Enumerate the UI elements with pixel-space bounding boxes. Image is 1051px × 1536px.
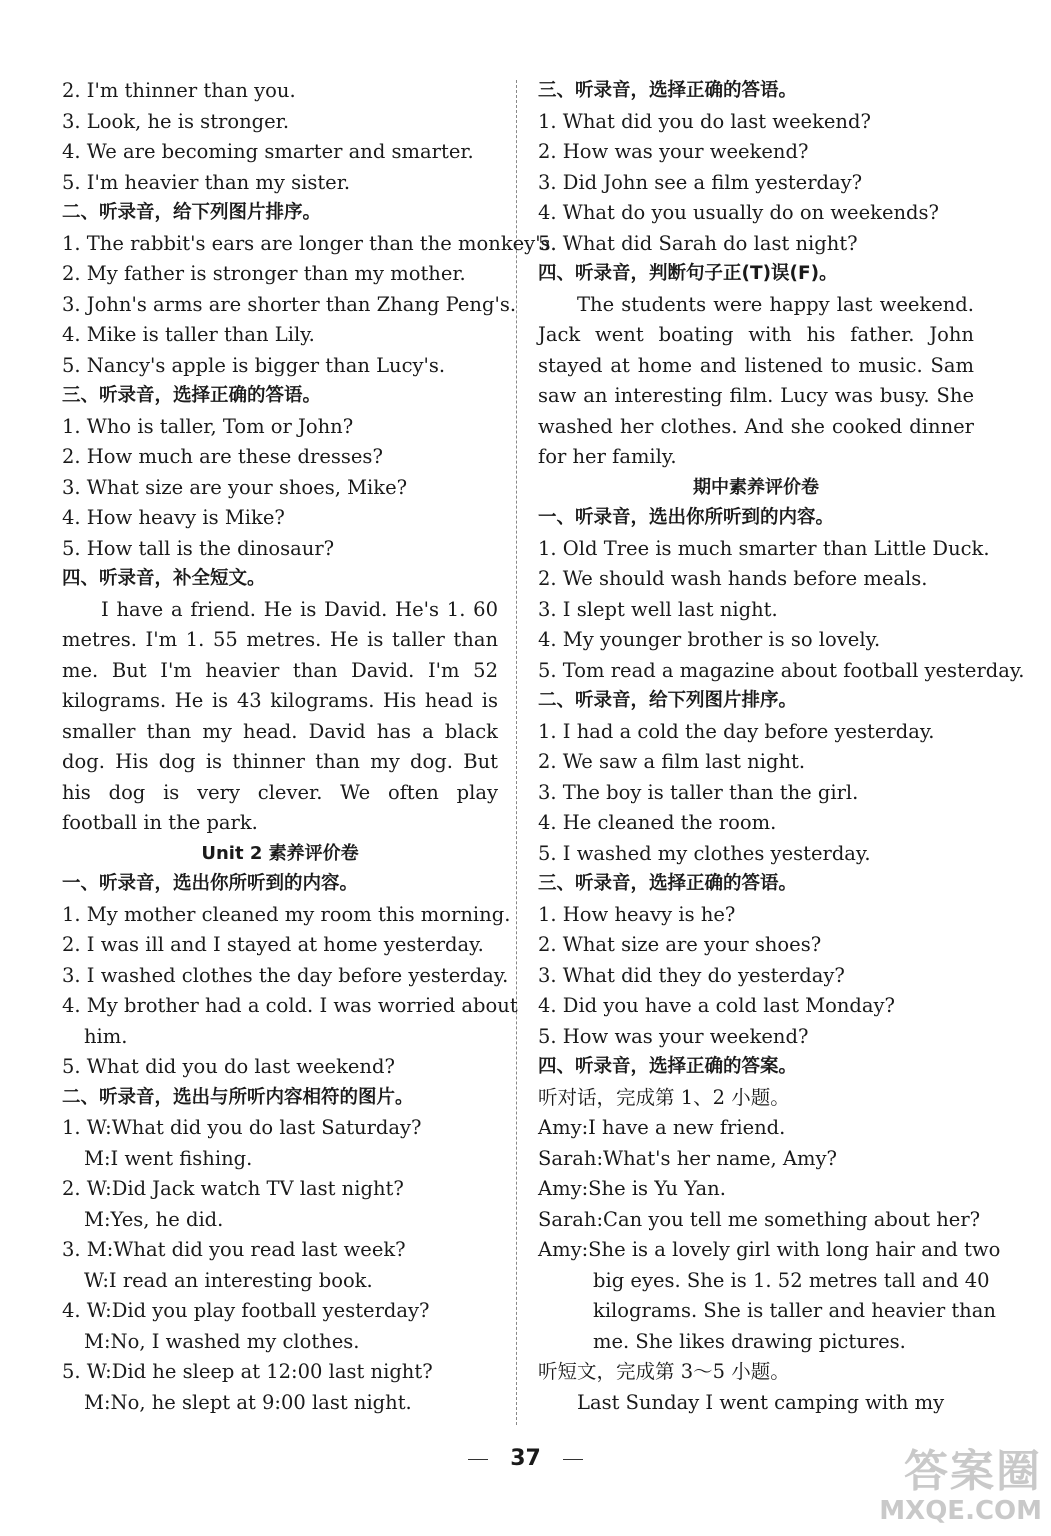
paragraph: Last Sunday I went camping with my	[577, 1390, 945, 1414]
text-line: 4. Mike is taller than Lily.	[62, 323, 315, 346]
text-line: 3. John's arms are shorter than Zhang Peng's.	[62, 292, 517, 316]
text-line: 2. W:Did Jack watch TV last night?	[62, 1177, 404, 1200]
text-line: 2. I'm thinner than you.	[62, 79, 296, 102]
text-line-continued: him.	[84, 1024, 128, 1048]
text-line: 3. The boy is taller than the girl.	[538, 780, 859, 804]
text-line: Amy:She is a lovely girl with long hair and two	[538, 1238, 1001, 1261]
text-line: 3. M:What did you read last week?	[62, 1238, 406, 1261]
section-heading: 一、听录音，选出你所听到的内容。	[538, 507, 835, 528]
text-line: 3. What size are your shoes, Mike?	[62, 475, 408, 499]
dash-right	[563, 1459, 583, 1460]
left-column	[62, 76, 557, 1418]
section-heading: 二、听录音，选出与所听内容相符的图片。	[62, 1086, 414, 1108]
text-line: Amy:She is Yu Yan.	[538, 1177, 726, 1200]
text-line: 2. I was ill and I stayed at home yesterday.	[62, 933, 484, 956]
text-line: 5. How was your weekend?	[538, 1024, 809, 1048]
text-line: 1. Who is taller, Tom or John?	[62, 414, 354, 438]
watermark-text-cn: 答案圈	[904, 1446, 1042, 1497]
text-line: Sarah:What's her name, Amy?	[538, 1146, 837, 1170]
text-line-continued: M:No, he slept at 9:00 last night.	[84, 1390, 412, 1414]
text-line: 5. What did Sarah do last night?	[538, 231, 858, 255]
text-line: 2. We should wash hands before meals.	[538, 567, 928, 590]
text-line: 1. The rabbit's ears are longer than the monkey's.	[62, 231, 557, 255]
text-line: 2. My father is stronger than my mother.	[62, 262, 466, 285]
text-line: 4. How heavy is Mike?	[62, 506, 285, 529]
text-line-continued: M:I went fishing.	[84, 1146, 253, 1170]
text-line: 1. How heavy is he?	[538, 902, 736, 926]
text-line: 5. Nancy's apple is bigger than Lucy's.	[62, 353, 446, 377]
text-line: 1. I had a cold the day before yesterday.	[538, 719, 935, 743]
text-line: 1. What did you do last weekend?	[538, 109, 871, 133]
section-heading: 四、听录音，判断句子正(T)误(F)。	[538, 263, 838, 284]
text-line-continued: W:I read an interesting book.	[84, 1268, 373, 1292]
text-line: 3. Did John see a film yesterday?	[538, 170, 863, 194]
section-heading: 一、听录音，选出你所听到的内容。	[62, 873, 359, 894]
text-line: 4. Did you have a cold last Monday?	[538, 994, 895, 1017]
text-line: 3. Look, he is stronger.	[62, 109, 290, 133]
text-line: Sarah:Can you tell me something about her?	[538, 1207, 981, 1231]
column-divider	[516, 80, 517, 1425]
text-line: 1. W:What did you do last Saturday?	[62, 1116, 422, 1139]
paragraph: I have a friend. He is David. He's 1. 60 metres. I'm 1. 55 metres. He is taller than me. But I'm heavier than David. I'm 52 kilograms. He is 43 kilograms. His head is smaller than my head. David has a black dog. His dog is thinner than my dog. But his dog is very clever. We often play football in the park.	[62, 597, 498, 834]
section-heading: 二、听录音，给下列图片排序。	[538, 690, 798, 711]
text-line: 2. We saw a film last night.	[538, 750, 806, 773]
section-heading: 四、听录音，选择正确的答案。	[538, 1056, 798, 1077]
text-line-continued: me. She likes drawing pictures.	[593, 1329, 906, 1353]
text-line: 5. I washed my clothes yesterday.	[538, 841, 871, 865]
text-line: 5. Tom read a magazine about football yesterday.	[538, 658, 1025, 682]
text-line-continued: kilograms. She is taller and heavier than	[593, 1299, 996, 1322]
text-line-continued: M:Yes, he did.	[84, 1207, 224, 1231]
text-line: 1. My mother cleaned my room this morning.	[62, 902, 511, 926]
watermark-logo	[866, 1448, 1042, 1530]
text-line: 4. My brother had a cold. I was worried about	[62, 994, 518, 1017]
watermark-text-en: MXQE.COM	[879, 1496, 1042, 1526]
text-line: 听对话，完成第 1、2 小题。	[538, 1085, 790, 1109]
text-line: 2. How was your weekend?	[538, 140, 809, 163]
section-heading: 三、听录音，选择正确的答语。	[62, 385, 322, 406]
dash-left	[468, 1459, 488, 1460]
text-line: 3. I slept well last night.	[538, 597, 778, 621]
text-line-continued: big eyes. She is 1. 52 metres tall and 40	[593, 1268, 990, 1292]
text-line: 4. My younger brother is so lovely.	[538, 628, 881, 651]
text-line: 3. What did they do yesterday?	[538, 963, 845, 987]
text-line-continued: M:No, I washed my clothes.	[84, 1329, 360, 1353]
section-title: 期中素养评价卷	[693, 476, 819, 498]
section-heading: 三、听录音，选择正确的答语。	[538, 80, 798, 101]
text-line: 听短文，完成第 3～5 小题。	[538, 1360, 790, 1383]
text-line: 1. Old Tree is much smarter than Little Duck.	[538, 536, 990, 560]
section-heading: 三、听录音，选择正确的答语。	[538, 873, 798, 894]
text-line: Amy:I have a new friend.	[538, 1116, 786, 1139]
text-line: 5. What did you do last weekend?	[62, 1055, 395, 1078]
text-line: 5. I'm heavier than my sister.	[62, 170, 351, 194]
text-line: 4. W:Did you play football yesterday?	[62, 1299, 430, 1322]
section-title: Unit 2 素养评价卷	[201, 842, 359, 864]
section-heading: 二、听录音，给下列图片排序。	[62, 202, 322, 223]
text-line: 4. We are becoming smarter and smarter.	[62, 140, 474, 163]
page-number-value: 37	[510, 1446, 541, 1471]
text-line: 5. How tall is the dinosaur?	[62, 536, 335, 560]
text-line: 3. I washed clothes the day before yesterday.	[62, 963, 509, 987]
right-column	[538, 76, 1025, 1418]
text-line: 2. How much are these dresses?	[62, 445, 383, 468]
text-line: 5. W:Did he sleep at 12:00 last night?	[62, 1360, 433, 1383]
section-heading: 四、听录音，补全短文。	[62, 568, 266, 589]
text-line: 4. What do you usually do on weekends?	[538, 201, 939, 224]
text-line: 2. What size are your shoes?	[538, 933, 822, 956]
paragraph: The students were happy last weekend. Jack went boating with his father. John stayed at home and listened to music. Sam saw an interesting film. Lucy was busy. She washed her clothes. And she cooked dinner for her family.	[538, 292, 974, 468]
text-line: 4. He cleaned the room.	[538, 811, 777, 834]
